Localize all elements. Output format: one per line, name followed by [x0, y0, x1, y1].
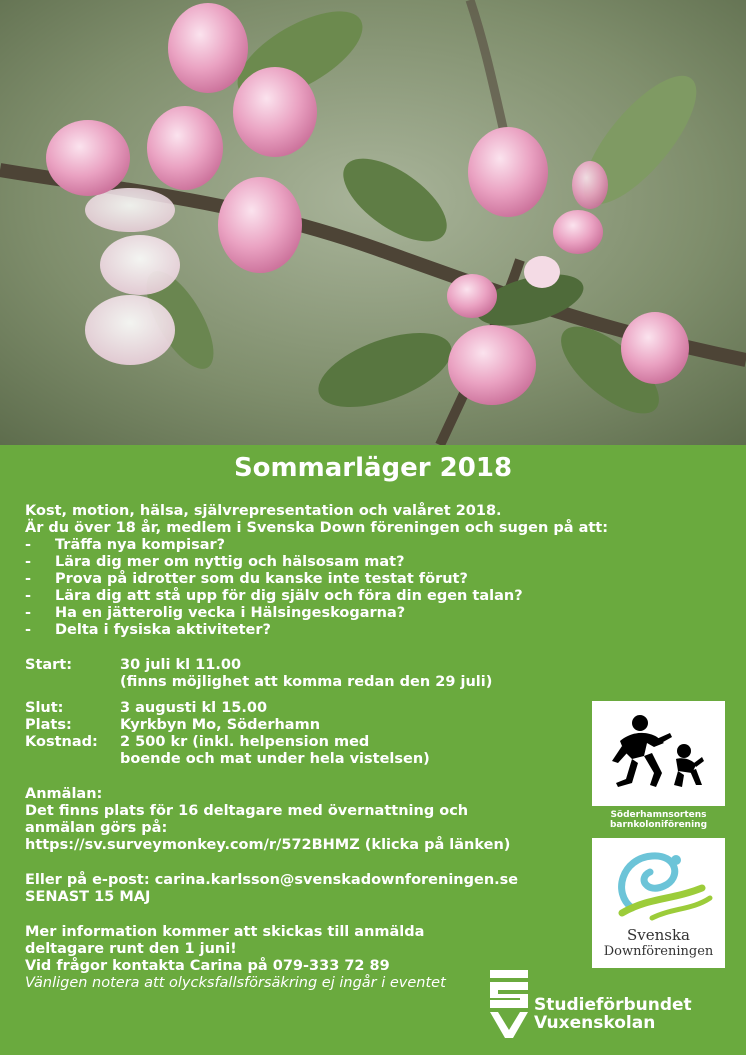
list-item: - Ha en jätterolig vecka i Hälsingeskogarna? [25, 605, 406, 621]
barnkoloni-caption: Söderhamnsortens barnkoloniförening [609, 810, 708, 830]
deadline: SENAST 15 MAJ [25, 889, 151, 905]
list-item: - Prova på idrotter som du kanske inte testat förut? [25, 571, 468, 587]
email-line[interactable]: Eller på e-post: carina.karlsson@svenskadownforeningen.se [25, 872, 519, 888]
contact-line: Vid frågor kontakta Carina på 079-333 72 89 [25, 958, 390, 974]
list-item: - Lära dig mer om nyttig och hälsosam mat? [25, 554, 405, 570]
anmalan-line-2: anmälan görs på: [25, 820, 168, 836]
disclaimer: Vänligen notera att olycksfallsförsäkring ej ingår i eventet [25, 975, 446, 991]
info-line-1: Mer information kommer att skickas till anmälda [25, 924, 425, 940]
downforeningen-logo [592, 838, 725, 968]
kostnad-row: Kostnad: 2 500 kr (inkl. helpension med [25, 734, 370, 750]
intro-line-1: Kost, motion, hälsa, självrepresentation och valåret 2018. [25, 503, 502, 519]
sv-emblem-icon [488, 968, 530, 1040]
info-line-2: deltagare runt den 1 juni! [25, 941, 237, 957]
anmalan-line-1: Det finns plats för 16 deltagare med övernattning och [25, 803, 469, 819]
list-item: - Lära dig att stå upp för dig själv och föra din egen talan? [25, 588, 523, 604]
list-item: - Träffa nya kompisar? [25, 537, 226, 553]
studieforbundet-text: Studieförbundet Vuxenskolan [534, 995, 692, 1033]
start-note-row: (finns möjlighet att komma redan den 29 juli) [120, 674, 493, 690]
downforeningen-line-1: Svenska [626, 926, 691, 944]
intro-line-2: Är du över 18 år, medlem i Svenska Down föreningen och sugen på att: [25, 520, 609, 536]
kostnad-row-2: boende och mat under hela vistelsen) [120, 751, 430, 767]
page-title: Sommarläger 2018 [233, 453, 513, 483]
studieforbundet-logo [488, 968, 733, 1040]
anmalan-heading: Anmälan: [25, 786, 103, 802]
start-row: Start: 30 juli kl 11.00 [25, 657, 242, 673]
slut-row: Slut: 3 augusti kl 15.00 [25, 700, 268, 716]
barnkoloni-logo [592, 701, 725, 806]
list-item: - Delta i fysiska aktiviteter? [25, 622, 271, 638]
downforeningen-line-2: Downföreningen [603, 944, 714, 959]
plats-row: Plats: Kyrkbyn Mo, Söderhamn [25, 717, 321, 733]
apple-blossom-photo [0, 0, 746, 445]
survey-link[interactable]: https://sv.surveymonkey.com/r/572BHMZ (klicka på länken) [25, 837, 511, 853]
